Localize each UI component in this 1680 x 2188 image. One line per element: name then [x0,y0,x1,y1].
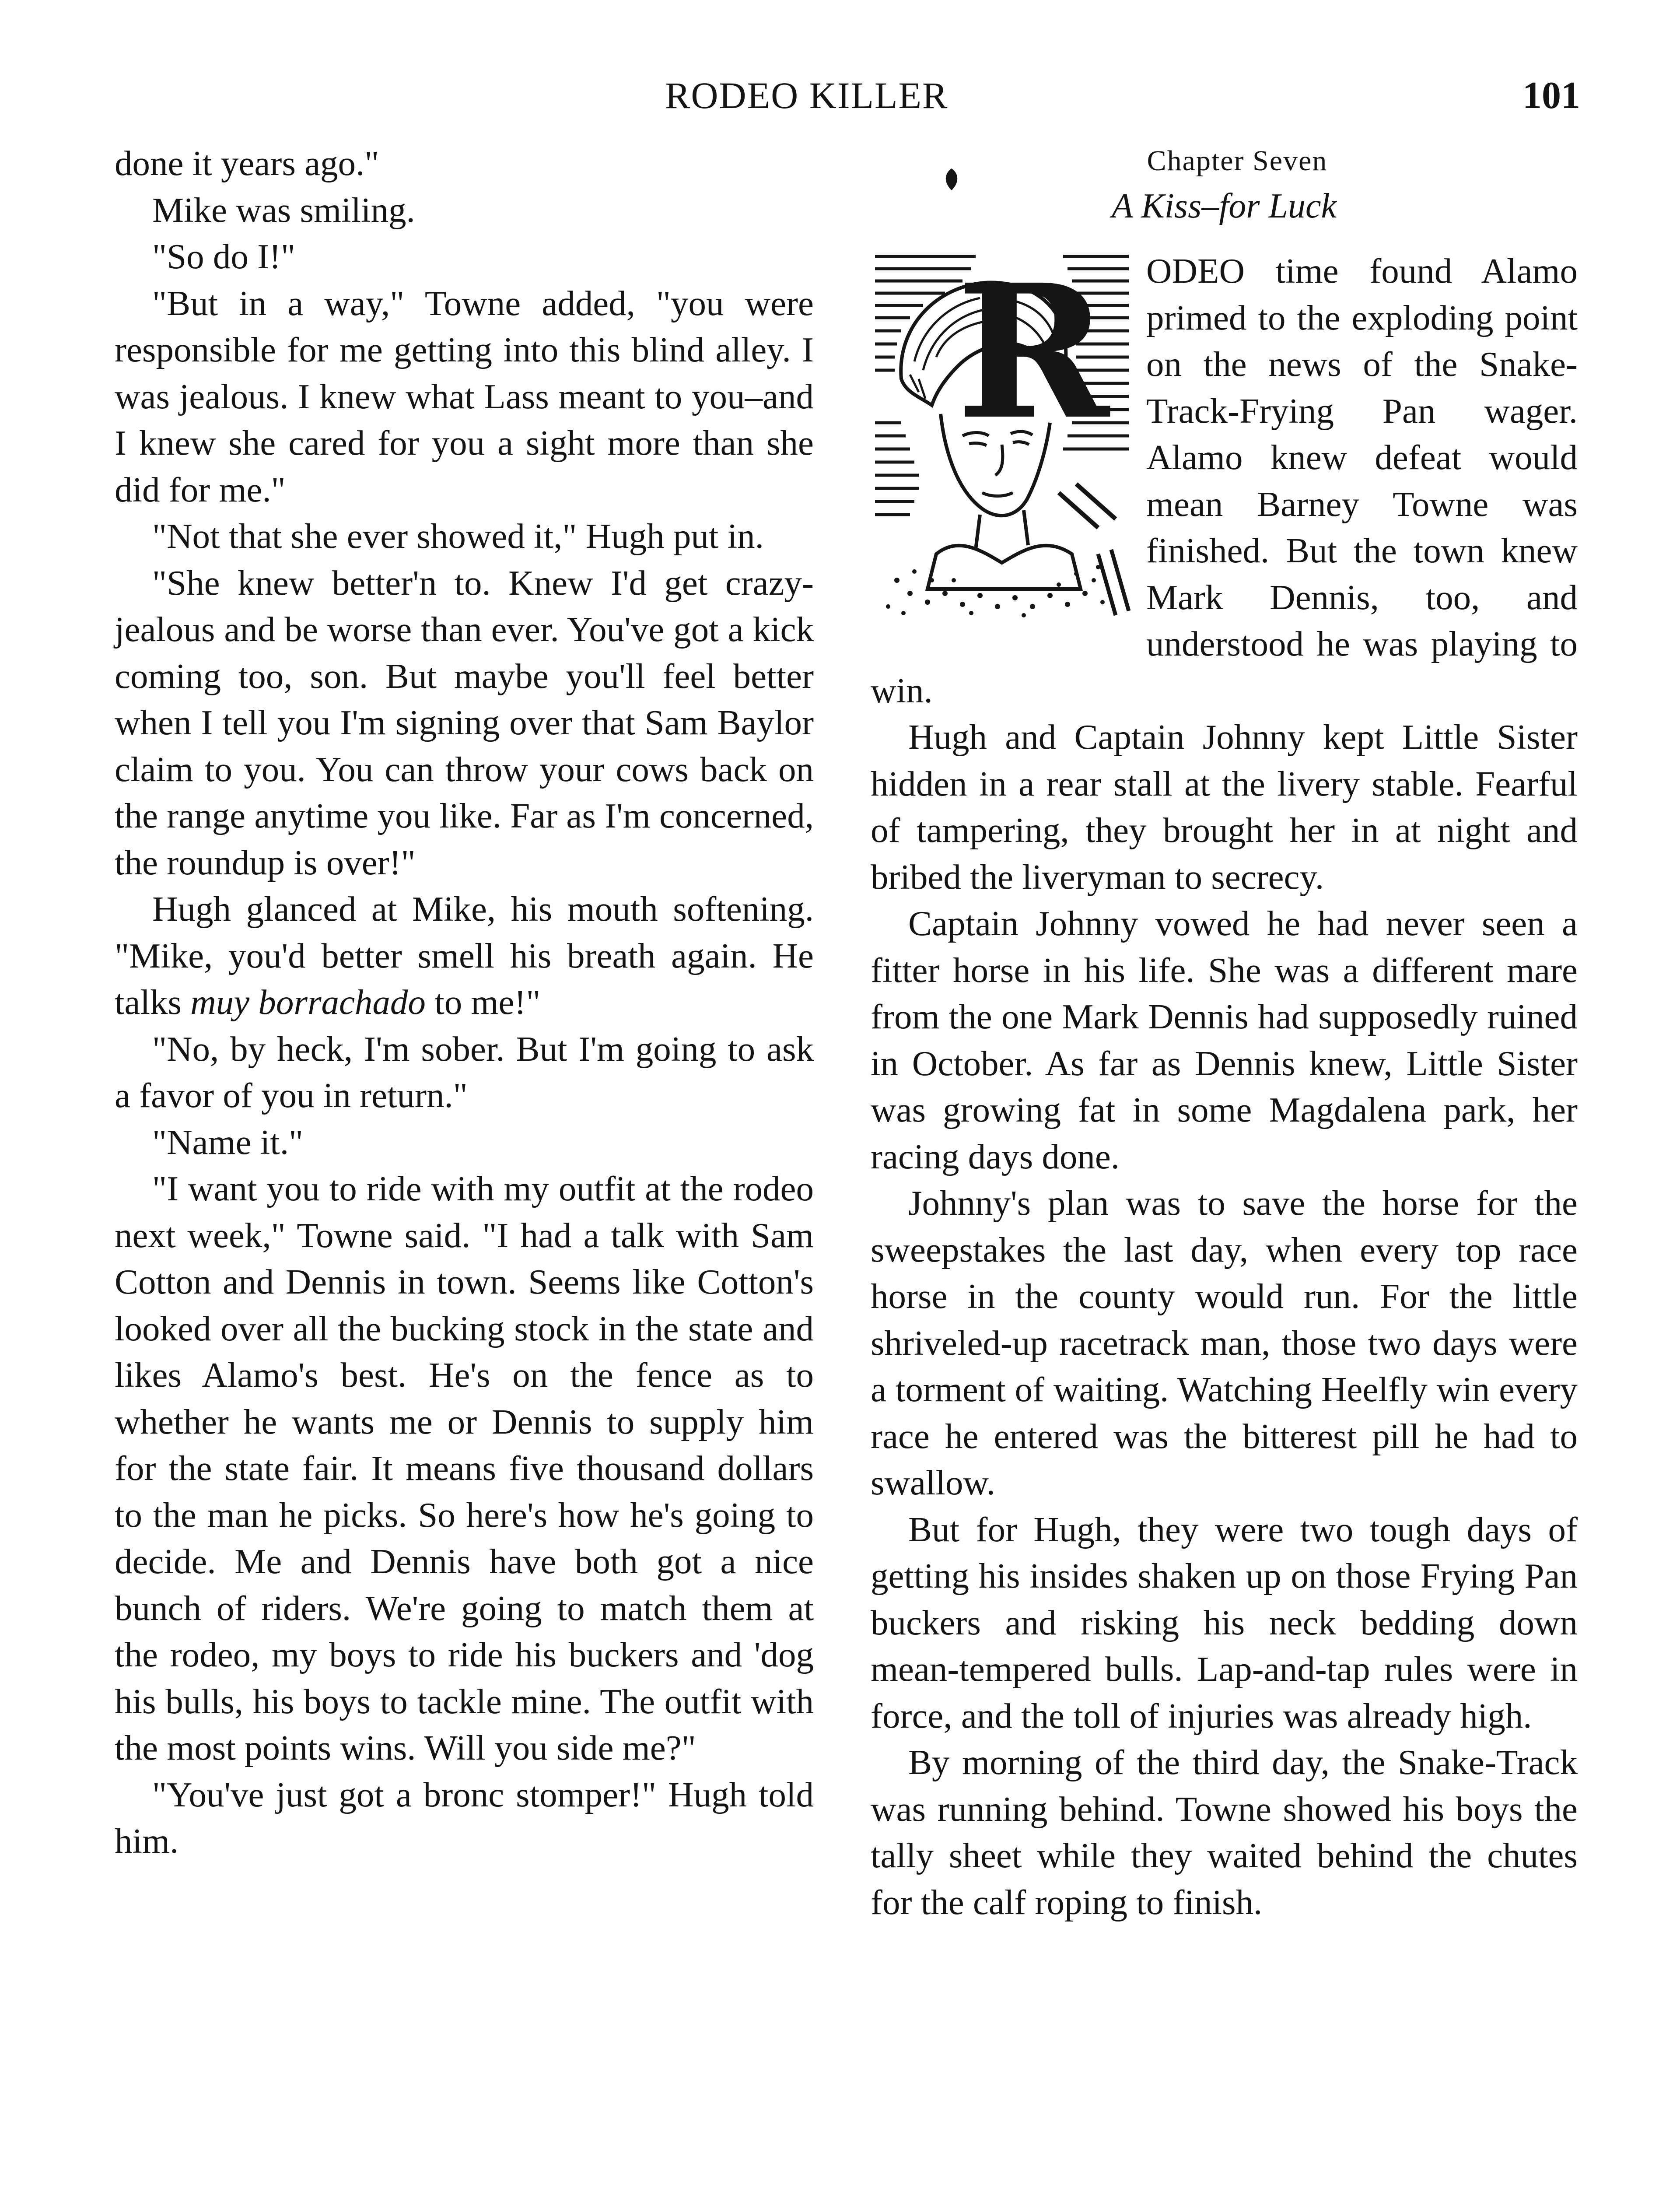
paragraph: Captain Johnny vowed he had never seen a fitter horse in his life. She was a different mare from the one Mark Dennis had supposedly ruined in October. As far as Dennis knew, Little Sister was growing fat in some Magdalena park, her racing days done. [871,904,1578,1176]
paragraph: But for Hugh, they were two tough days of getting his insides shaken up on those Frying Pan buckers and risking his neck bedding down mean-tempered bulls. Lap-and-tap rules were in force, and the toll of injuries was already high. [871,1509,1578,1736]
paragraph: "So do I!" [152,237,296,276]
chapter-label: Chapter Seven [1147,145,1328,177]
paragraph [115,886,814,1026]
chapter-title: A Kiss–for Luck [1111,187,1337,225]
paragraph: By morning of the third day, the Snake-Track was running behind. Towne showed his boys the tally sheet while they waited behind the chutes for the calf roping to finish. [871,1743,1578,1922]
ornament-icon [941,166,962,193]
page-header [0,66,1680,118]
paragraph: Mike was smiling. [152,190,415,230]
dropcap-illustration [871,245,1133,620]
opening-paragraph: ODEO time found Alamo primed to the exploding point on the news of the Snake-Track-Frying Pan wager. Alamo knew defeat would mean Barney Towne was finished. But the town knew Mark Dennis, too, and understood he was playing to win. [871,251,1578,710]
collar-flap [1059,484,1116,528]
right-column [871,140,1578,1925]
paragraph: "You've just got a bronc stomper!" Hugh told him. [115,1774,814,1861]
dropcap-letter: R [956,245,1110,460]
chapter-heading [871,140,1578,230]
paragraph: "Name it." [152,1122,304,1162]
paragraph: Hugh and Captain Johnny kept Little Sister hidden in a rear stall at the livery stable. Fearful of tampering, they brought her in at night and bribed the liveryman to secrecy. [871,717,1578,897]
paragraph-text: to me!" [425,982,541,1022]
stipple-texture [886,565,1105,617]
running-title: RODEO KILLER [665,74,948,116]
paragraph: Johnny's plan was to save the horse for the sweepstakes the last day, when every top race horse in the county would run. For the little shriveled-up racetrack man, those two days were a torment of waiting. Watching Heelfly win every race he entered was the bitterest pill he had to swallow. [871,1183,1578,1502]
left-column [115,140,814,1865]
corner-strokes [1098,550,1129,615]
collar [928,546,1081,589]
paragraph: done it years ago." [115,144,379,183]
paragraph: "She knew better'n to. Knew I'd get crazy-jealous and be worse than ever. You've got a kick coming too, son. But maybe you'll feel better when I tell you I'm signing over that Sam Baylor claim to you. You can throw your cows back on the range anytime you like. Far as I'm concerned, the roundup is over!" [115,563,814,882]
paragraph: "Not that she ever showed it," Hugh put in. [152,516,764,556]
page-number: 101 [1522,74,1580,117]
paragraph: "But in a way," Towne added, "you were responsible for me getting into this blind alley. I was jealous. I knew what Lass meant to you–and I knew she cared for you a sight more than she did for me." [115,283,814,509]
paragraph: "No, by heck, I'm sober. But I'm going to ask a favor of you in return." [115,1029,814,1115]
paragraph-text: Hugh glanced at Mike, his mouth softening. "Mike, you'd better smell his breath again. He talks [115,889,814,1022]
italic-phrase: muy borrachado [190,982,426,1022]
paragraph: "I want you to ride with my outfit at the rodeo next week," Towne said. "I had a talk with Sam Cotton and Dennis in town. Seems like Cotton's looked over all the bucking stock in the state and likes Alamo's best. He's on the fence as to whether he wants me or Dennis to supply him for the state fair. It means five thousand dollars to the man he picks. So here's how he's going to decide. Me and Dennis have both got a nice bunch of riders. We're going to match them at the rodeo, my boys to ride his buckers and 'dog his bulls, his boys to tackle mine. The outfit with the most points wins. Will you side me?" [115,1169,814,1767]
